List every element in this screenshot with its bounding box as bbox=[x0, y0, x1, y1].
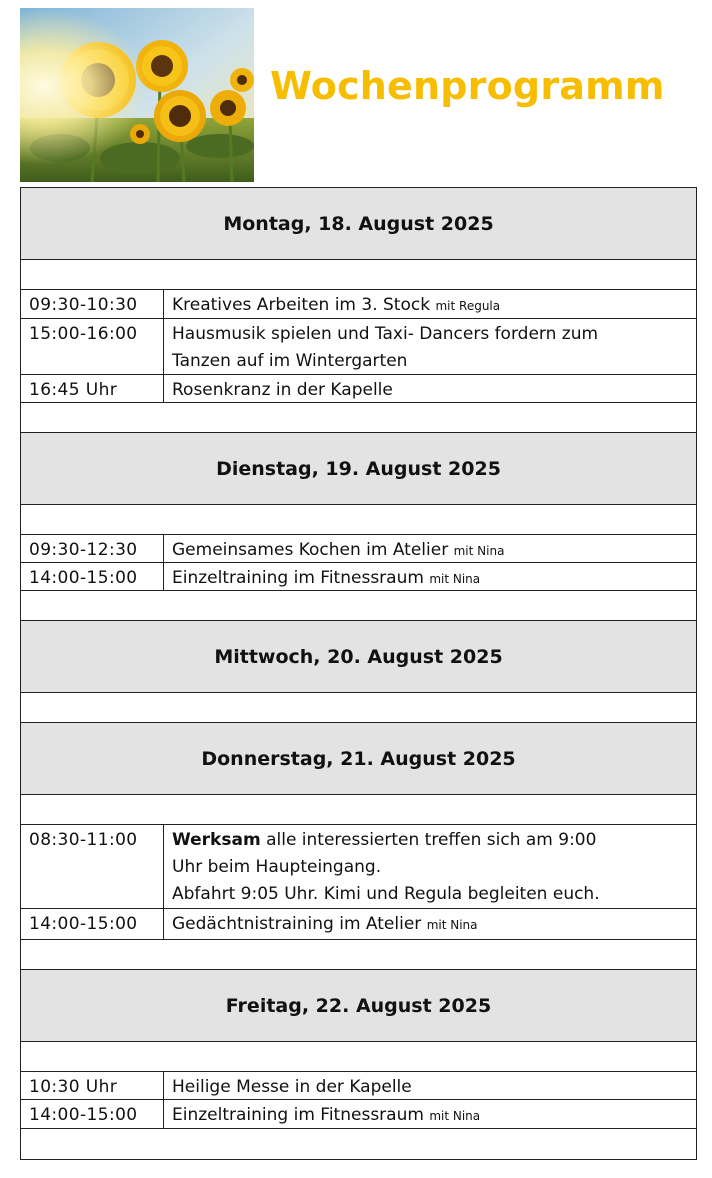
event-host: mit Nina bbox=[429, 1109, 481, 1123]
event-description bbox=[164, 535, 696, 562]
event-title-bold: Werksam bbox=[172, 830, 261, 850]
event-text: Einzeltraining im Fitnessraum bbox=[172, 1105, 424, 1125]
table-row bbox=[21, 825, 696, 909]
event-text: Kreatives Arbeiten im 3. Stock bbox=[172, 295, 431, 315]
event-host: mit Nina bbox=[453, 544, 505, 558]
event-time: 14:00-15:00 bbox=[21, 563, 164, 590]
event-text-line: Abfahrt 9:05 Uhr. Kimi und Regula begleiten euch. bbox=[172, 884, 600, 904]
table-row bbox=[21, 290, 696, 319]
event-description bbox=[164, 563, 696, 590]
event-text: Einzeltraining im Fitnessraum bbox=[172, 568, 424, 588]
event-text: Gemeinsames Kochen im Atelier bbox=[172, 540, 449, 560]
table-row bbox=[21, 563, 696, 591]
event-description: Heilige Messe in der Kapelle bbox=[172, 1077, 412, 1097]
event-description bbox=[164, 319, 696, 374]
event-time: 09:30-12:30 bbox=[21, 535, 164, 562]
event-text-line: Uhr beim Haupteingang. bbox=[172, 857, 382, 877]
event-text-line: Tanzen auf im Wintergarten bbox=[172, 351, 408, 371]
event-time: 15:00-16:00 bbox=[21, 319, 164, 374]
day-header-friday: Freitag, 22. August 2025 bbox=[21, 970, 696, 1042]
table-row bbox=[21, 375, 696, 403]
event-time: 14:00-15:00 bbox=[21, 909, 164, 939]
event-text-line bbox=[172, 827, 696, 854]
event-host: mit Regula bbox=[435, 299, 501, 313]
day-header-wednesday: Mittwoch, 20. August 2025 bbox=[21, 621, 696, 693]
event-time: 14:00-15:00 bbox=[21, 1100, 164, 1128]
spacer-row bbox=[21, 940, 696, 970]
spacer-row bbox=[21, 693, 696, 723]
event-description bbox=[164, 825, 696, 908]
event-description bbox=[164, 290, 696, 318]
day-header-thursday: Donnerstag, 21. August 2025 bbox=[21, 723, 696, 795]
event-host: mit Nina bbox=[426, 918, 478, 932]
table-row bbox=[21, 1072, 696, 1100]
event-host: mit Nina bbox=[429, 572, 481, 586]
event-text: Gedächtnistraining im Atelier bbox=[172, 914, 422, 934]
schedule-table bbox=[20, 187, 697, 1160]
table-row bbox=[21, 909, 696, 940]
spacer-row bbox=[21, 403, 696, 433]
day-header-tuesday: Dienstag, 19. August 2025 bbox=[21, 433, 696, 505]
spacer-row bbox=[21, 1129, 696, 1159]
spacer-row bbox=[21, 591, 696, 621]
event-text: alle interessierten treffen sich am 9:00 bbox=[260, 830, 597, 850]
sunflower-field-image bbox=[20, 8, 254, 182]
table-row bbox=[21, 535, 696, 563]
event-time: 08:30-11:00 bbox=[21, 825, 164, 908]
spacer-row bbox=[21, 505, 696, 535]
event-time: 16:45 Uhr bbox=[21, 375, 164, 402]
event-time: 09:30-10:30 bbox=[21, 290, 164, 318]
event-text-line: Hausmusik spielen und Taxi- Dancers fordern zum bbox=[172, 324, 599, 344]
day-header-monday: Montag, 18. August 2025 bbox=[21, 188, 696, 260]
spacer-row bbox=[21, 260, 696, 290]
spacer-row bbox=[21, 795, 696, 825]
table-row bbox=[21, 1100, 696, 1129]
event-time: 10:30 Uhr bbox=[21, 1072, 164, 1099]
event-description: Rosenkranz in der Kapelle bbox=[172, 380, 393, 400]
page-title: Wochenprogramm bbox=[270, 64, 665, 108]
table-row bbox=[21, 319, 696, 375]
event-description bbox=[164, 909, 696, 939]
event-description bbox=[164, 1100, 696, 1128]
spacer-row bbox=[21, 1042, 696, 1072]
